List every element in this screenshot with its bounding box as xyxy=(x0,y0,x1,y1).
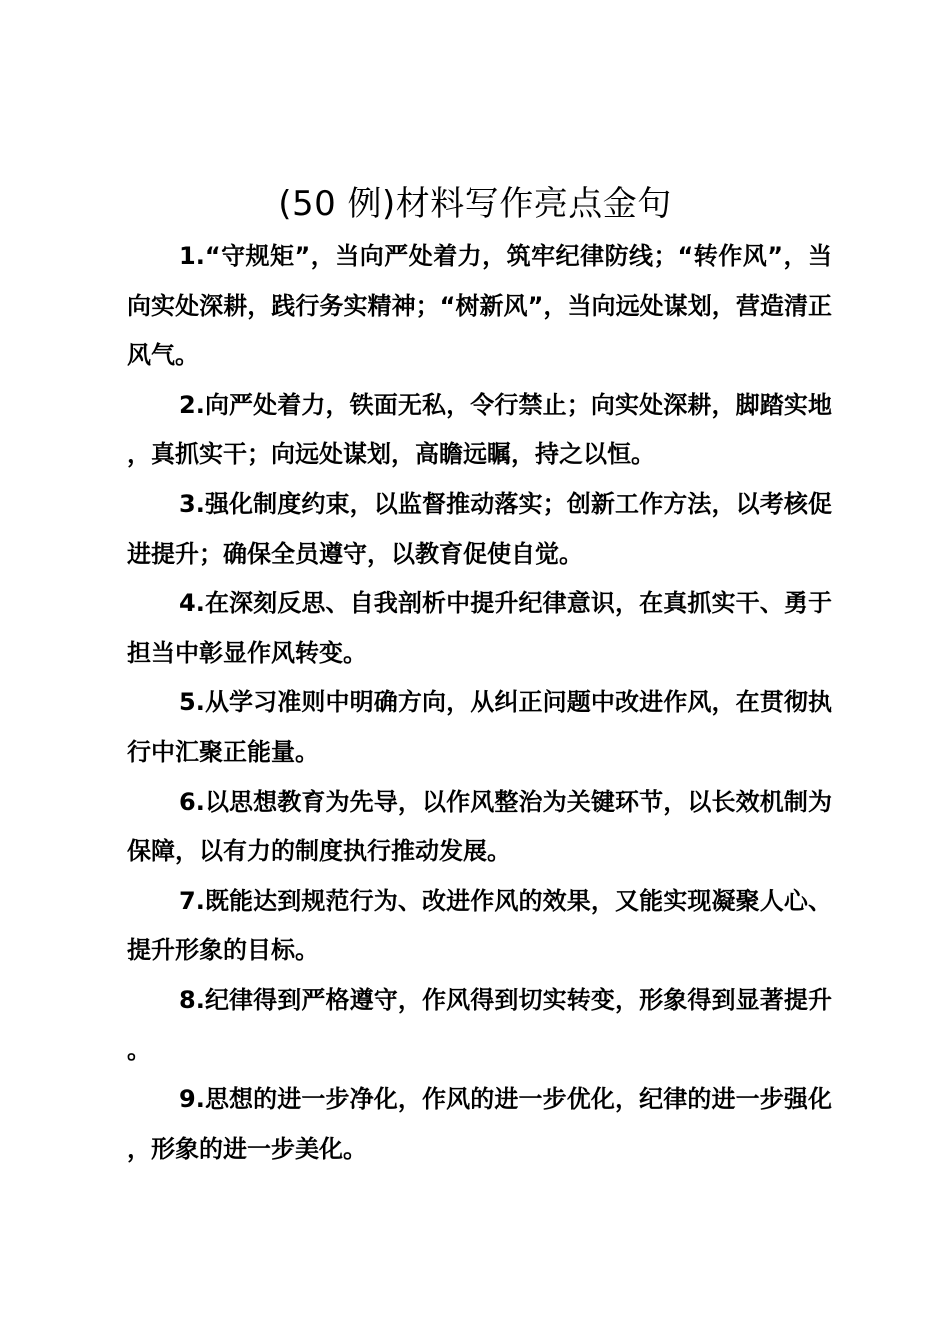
quote-item: 1.“守规矩”，当向严处着力，筑牢纪律防线；“转作风”，当向实处深耕，践行务实精神；“树新风”，当向远处谋划，营造清正风气。 xyxy=(127,242,832,370)
quote-item: 8.纪律得到严格遵守，作风得到切实转变，形象得到显著提升。 xyxy=(127,985,832,1064)
quote-item: 2.向严处着力，铁面无私，令行禁止；向实处深耕，脚踏实地，真抓实干；向远处谋划，高瞻远瞩，持之以恒。 xyxy=(127,390,832,469)
quote-item: 5.从学习准则中明确方向，从纠正问题中改进作风，在贯彻执行中汇聚正能量。 xyxy=(127,688,832,766)
quote-list xyxy=(127,232,832,1174)
quote-item: 6.以思想教育为先导，以作风整治为关键环节，以长效机制为保障，以有力的制度执行推动发展。 xyxy=(127,787,832,866)
quote-item: 4.在深刻反思、自我剖析中提升纪律意识，在真抓实干、勇于担当中彰显作风转变。 xyxy=(127,589,832,667)
document-title: (50 例)材料写作亮点金句 xyxy=(278,184,672,224)
quote-item: 7.既能达到规范行为、改进作风的效果，又能实现凝聚人心、提升形象的目标。 xyxy=(127,886,832,965)
quote-item: 3.强化制度约束，以监督推动落实；创新工作方法，以考核促进提升；确保全员遵守，以教育促使自觉。 xyxy=(127,489,832,568)
quote-item: 9.思想的进一步净化，作风的进一步优化，纪律的进一步强化，形象的进一步美化。 xyxy=(127,1085,832,1163)
